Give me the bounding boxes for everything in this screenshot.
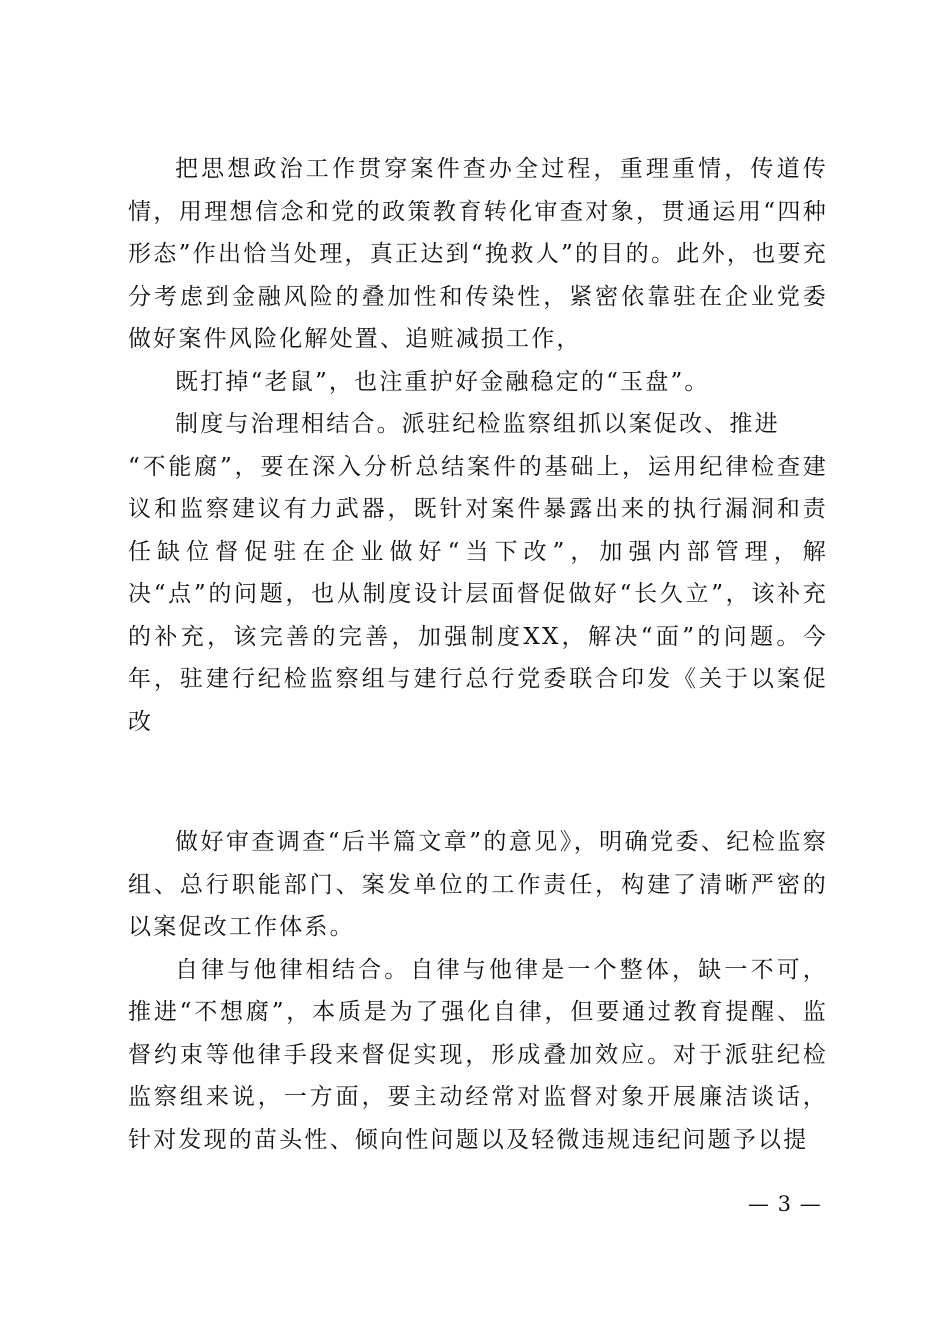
paragraph-1: 把思想政治工作贯穿案件查办全过程，重理重情，传道传情，用理想信念和党的政策教育转化审查对象，贯通运用“四种形态”作出恰当处理，真正达到“挽救人”的目的。此外，也要充分考虑到金融风险的叠加性和传染性，紧密依靠驻在企业党委做好案件风险化解处置、追赃减损工作， [128,156,828,352]
page-number: — 3 — [748,1192,822,1216]
paragraph-4: “不能腐”，要在深入分析总结案件的基础上，运用纪律检查建议和监察建议有力武器，既针对案件暴露出来的执行漏洞和责任缺位督促驻在企业做好“当下改”，加强内部管理，解决“点”的问题，也从制度设计层面督促做好“长久立”，该补充的补充，该完善的完善，加强制度XX，解决“面”的问题。今年，驻建行纪检监察组与建行总行党委联合印发《关于以案促改 [128,453,828,735]
paragraph-3: 制度与治理相结合。派驻纪检监察组抓以案促改、推进 [175,411,780,437]
paragraph-2: 既打掉“老鼠”，也注重护好金融稳定的“玉盘”。 [175,368,710,395]
document-body [128,148,828,743]
document-body-continued [128,821,828,1161]
paragraph-5: 做好审查调查“后半篇文章”的意见》，明确党委、纪检监察组、总行职能部门、案发单位的工作责任，构建了清晰严密的以案促改工作体系。 [128,829,828,940]
paragraph-6: 自律与他律相结合。自律与他律是一个整体，缺一不可，推进“不想腐”，本质是为了强化自律，但要通过教育提醒、监督约束等他律手段来督促实现，形成叠加效应。对于派驻纪检监察组来说，一方面，要主动经常对监督对象开展廉洁谈话，针对发现的苗头性、倾向性问题以及轻微违规违纪问题予以提 [128,956,828,1153]
